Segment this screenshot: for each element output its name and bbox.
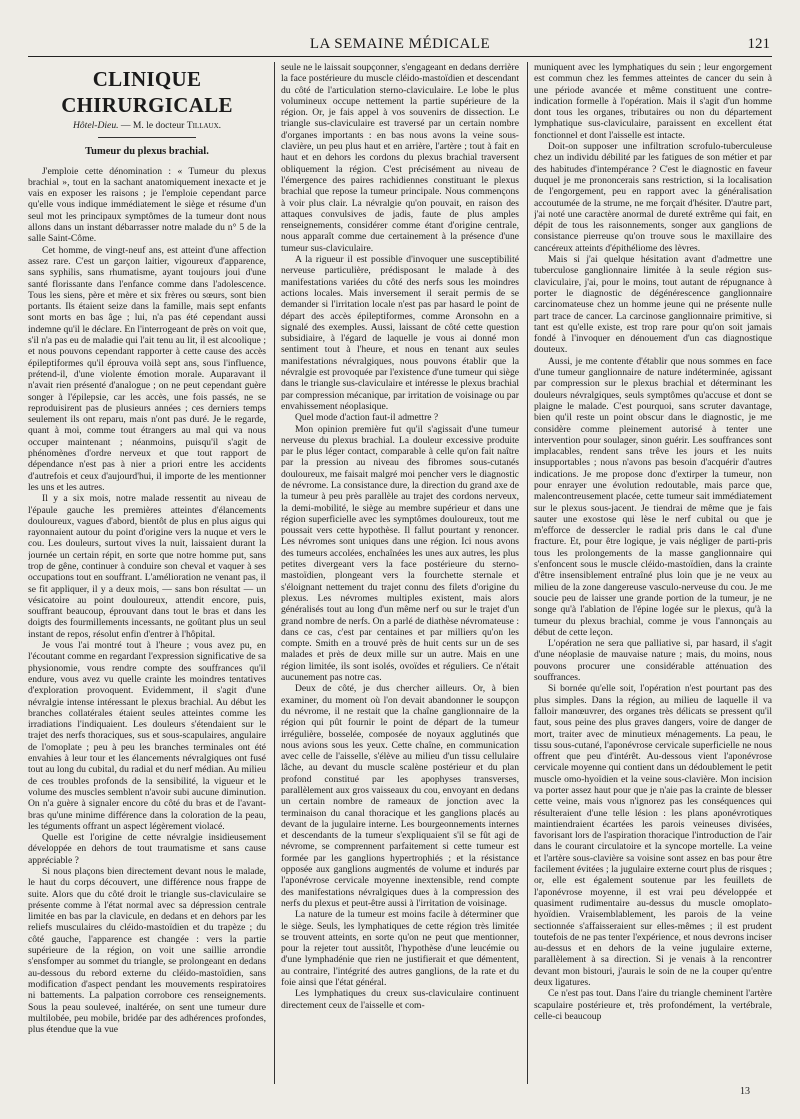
paragraph: Quelle est l'origine de cette névralgie insidieusement développée en dehors de tout traumatisme et sans cause appréciable ? xyxy=(28,832,266,866)
paragraph: A la rigueur il est possible d'invoquer une susceptibilité nerveuse particulière, prédisposant le malade à des manifestations variées du côté des nerfs sous les moindres actions locales. Mais inversement il serait permis de se demander si l'irritation locale n'est pas par hasard le point de départ des accès épileptiformes, comme Aronsohn en a signalé des exemples. Aussi, laissant de côté cette question subsidiaire, à l'égard de laquelle je vous ai donné mon sentiment tout à l'heure, et nous en tenant aux seules manifestations névralgiques, nous pouvons établir que la névralgie est provoquée par l'existence d'une tumeur qui siège dans le triangle sus-claviculaire et intéresse le plexus brachial par compression mécanique, par irritation de voisinage ou par envahissement néoplasique. xyxy=(281,254,519,412)
paragraph: Il y a six mois, notre malade ressentit au niveau de l'épaule gauche les premières atteintes d'élancements douloureux, vagues d'abord, bientôt de plus en plus aigus qui rayonnaient autour du point d'origine vers la nuque et vers le cou. Les douleurs, surtout vives la nuit, laissaient durant la journée un certain répit, en sorte que notre homme put, sans trop de gêne, continuer à conduire son cheval et vaquer à ses occupations tout en souffrant. L'amélioration ne venant pas, il se fit appliquer, il y a deux mois, — sans bon résultat — un vésicatoire au point douloureux, attendit encore, puis, souffrant beaucoup, éprouvant dans tout le bras et dans les doigts des fourmillements incessants, ne goûtant plus un seul instant de repos, résolut enfin d'entrer à l'hôpital. xyxy=(28,493,266,640)
paragraph: La nature de la tumeur est moins facile à déterminer que le siège. Seuls, les lymphatiques de cette région très limitée se trouvent atteints, en sorte qu'on ne peut que mentionner, pour la rejeter tout aussitôt, l'hypothèse d'une leucémie ou d'une lymphadénie que rien ne justifierait et que démentent, au contraire, l'intégrité des autres ganglions, de la rate et du foie ainsi que l'état général. xyxy=(281,909,519,989)
paragraph: Cet homme, de vingt-neuf ans, est atteint d'une affection assez rare. C'est un garçon laitier, vigoureux d'apparence, sans syphilis, sans rhumatisme, ayant toujours joui d'une santé florissante dans l'enfance comme dans l'adolescence. Tous les siens, père et mère et six frères ou sœurs, sont bien portants. Ils étaient seize dans la famille, mais sept enfants sont morts en bas âge ; lui, n'a pas été cependant aussi indemne qu'il le déclare. En l'interrogeant de près on voit que, s'il n'a pas eu de maladie qui l'ait tenu au lit, il est alcoolique ; et nous pouvons cependant rapporter à cette cause des accès épileptiformes qu'il éprouva voilà sept ans, sous l'influence, prétend-il, d'une violente émotion morale. Auparavant il n'avait rien présenté d'analogue ; on ne peut cependant guère songer à l'épilepsie, car les accès, une fois passés, ne se reproduisirent pas de plusieurs années ; ces derniers temps seulement ils ont reparu, mais n'ont pas duré. Je le regarde, quant à moi, comme tout étrangers au mal qui va nous occuper maintenant ; néanmoins, puisqu'il s'agit de phénomènes d'ordre nerveux et que tout rapport de dépendance n'est pas à nier a priori entre les accidents d'autrefois et ceux d'aujourd'hui, il importe de les mentionner les uns et les autres. xyxy=(28,244,266,493)
article-columns xyxy=(28,62,772,1084)
paragraph: seule ne le laissait soupçonner, s'engageant en dedans derrière la face postérieure du muscle cléido-mastoïdien et descendant du côté de l'articulation sterno-claviculaire. Le lobe le plus volumineux occupe nettement la partie supérieure de la région. Or, je fais appel à vos souvenirs de dissection. Le triangle sus-claviculaire est traversé par un certain nombre d'organes importants : en bas nous avons la veine sous-clavière, un peu plus haut et en arrière, l'artère ; tout à fait en haut et en dehors les cordons du plexus brachial traversent obliquement la région. C'est précisément au niveau de l'émergence des paires rachidiennes constituant le plexus brachial que repose la tumeur principale. Nous commençons à voir plus clair. La névralgie qu'on pouvait, en raison des attaques convulsives de jadis, faute de plus amples renseignements, considérer comme étant d'origine centrale, nous apparaît comme due certainement à la présence d'une tumeur sus-claviculaire. xyxy=(281,62,519,254)
section-title: CLINIQUE CHIRURGICALE xyxy=(61,67,233,117)
column-3 xyxy=(534,62,772,1084)
paragraph: Aussi, je me contente d'établir que nous sommes en face d'une tumeur ganglionnaire de nature indéterminée, agissant par compression sur le plexus brachial et déterminant les douleurs névralgiques, seuls symptômes qu'accuse et dont se plaigne le malade. C'est pourquoi, sans scruter davantage, bien qu'il reste un point obscur dans le diagnostic, je me considère comme pleinement autorisé à tenter une intervention pour soulager, sinon guérir. Les souffrances sont implacables, rendent sans trêve les jours et les nuits insupportables ; nous n'avons pas besoin d'acquérir d'autres indications. Je me propose donc d'extirper la tumeur, non pour enrayer une évolution redoutable, mais parce que, malencontreusement placée, cette tumeur sait immédiatement sur le plexus sous-jacent. Je tiendrai de même que je fais sauter une exostose qui lèse le nerf cubital ou que je m'efforce de dessercler le radial pris dans le cal d'une fracture. Et, pour être logique, je vais négliger de parti-pris tous les prolongements de la masse ganglionnaire qui s'enfoncent sous le muscle cléido-mastoïdien, dans la crainte d'être insensiblement entraîné plus loin que je ne veux au milieu de la zone dangereuse vasculo-nerveuse du cou. Je me soucie peu de laisser une grande portion de la tumeur, je ne songe qu'à l'ablation de l'épine logée sur le plexus, qu'à la tumeur du plexus brachial, comme je vous l'annonçais au début de cette leçon. xyxy=(534,355,772,638)
column-divider xyxy=(527,62,528,1084)
paragraph: Ce n'est pas tout. Dans l'aire du triangle cheminent l'artère scapulaire postérieure et, très profondément, la vertébrale, celle-ci beaucoup xyxy=(534,988,772,1022)
paragraph: J'emploie cette dénomination : « Tumeur du plexus brachial », tout en la sachant anatomiquement inexacte et je vais en exposer les raisons ; je l'emploie cependant parce qu'elle vous indique immédiatement le siège et résume d'un seul mot les principaux symptômes de la tumeur dont nous allons dans un instant débarrasser notre malade du n° 5 de la salle Saint-Côme. xyxy=(28,165,266,245)
byline xyxy=(28,120,266,131)
paragraph: Quel mode d'action faut-il admettre ? xyxy=(295,412,439,424)
title-rule xyxy=(98,137,196,138)
paragraph: muniquent avec les lymphatiques du sein ; leur engorgement est commun chez les femmes atteintes de cancer du sein à une période avancée et même constituent une contre-indication formelle à l'opération. Mais il s'agit d'un homme dont tous les organes, tributaires ou non du département lymphatique sus-claviculaire, paraissent en excellent état fonctionnel et dont l'aisselle est intacte. xyxy=(534,62,772,141)
column-divider xyxy=(274,62,275,1084)
column-1 xyxy=(28,62,266,1084)
sheet-number: 13 xyxy=(740,1086,750,1097)
byline-doctor: Tillaux. xyxy=(186,120,222,131)
article-subtitle: Tumeur du plexus brachial. xyxy=(85,146,209,158)
column-2 xyxy=(281,62,519,1084)
paragraph: Deux de côté, je dus chercher ailleurs. Or, à bien examiner, du moment où l'on devait abandonner le soupçon du névrome, il ne restait que la chaîne ganglionnaire de la région qui pût fournir le point de départ de la tumeur irrégulière, bosselée, composée de noyaux agglutinés que nous avions sous les yeux. Cette chaîne, en communication avec celle de l'aisselle, s'élève au milieu d'un tissu cellulaire lâche, au devant du muscle scalène postérieur et du plan profond constitué par les apophyses transverses, parallèlement aux gros vaisseaux du cou, envoyant en dedans un certain nombre de rameaux de jonction avec la terminaison du canal thoracique et les ganglions placés au devant de la jugulaire interne. Les bourgeonnements internes et descendants de la tumeur s'expliquaient s'il se fût agi de névrome, se comprennent parfaitement si cette tumeur est formée par les ganglions hypertrophiés ; et la résistance opposée aux ganglions augmentés de volume et indurés par l'aponévrose cervicale moyenne inextensible, rend compte des manifestations névralgiques dues à la compression des nerfs du plexus et peut-être aussi à l'irritation de voisinage. xyxy=(281,683,519,909)
paragraph: Doit-on supposer une infiltration scrofulo-tuberculeuse chez un individu débilité par les fatigues de son métier et par des habitudes d'intempérance ? C'est le diagnostic en faveur duquel je me prononcerais sans restriction, si la localisation de l'engorgement, peu en rapport avec la généralisation accoutumée de la strume, ne me forçait d'hésiter. D'autre part, j'ai noté une caractère anormal de dureté extrême qui fait, en dépit de tous les raisonnements, songer aux ganglions de consistance pierreuse qu'on trouve sous le maxillaire des cancéreux atteints d'épithéliome des lèvres. xyxy=(534,141,772,254)
page-number: 121 xyxy=(747,36,770,52)
journal-title: LA SEMAINE MÉDICALE xyxy=(309,36,491,52)
paragraph: Si nous plaçons bien directement devant nous le malade, le haut du corps découvert, une différence nous frappe de suite. Alors que du côté droit le triangle sus-claviculaire se présente comme à l'état normal avec sa dépression centrale limitée en bas par la clavicule, en dedans et en dehors par les reliefs musculaires du cléido-mastoïdien et du trapèze ; du côté gauche, l'apparence est changée : vers la partie supérieure de la région, on voit une saillie arrondie s'ensfomper au sommet du triangle, se prolongeant en dedans au-dessous du rebord externe du cléido-mastoïdien, sans modification d'aspect pendant les mouvements respiratoires ni battements. La palpation corrobore ces renseignements. Sous la peau souleveé, inaltérée, on sent une tumeur dure multilobée, peu mobile, bridée par des adhérences profondes, plus étendue que la vue xyxy=(28,866,266,1036)
running-header xyxy=(28,30,772,57)
paragraph: Les lymphatiques du creux sus-claviculaire continuent directement ceux de l'aisselle et com- xyxy=(281,988,519,1011)
paragraph: Mais si j'ai quelque hésitation avant d'admettre une tuberculose ganglionnaire limitée à la seule région sus-claviculaire, j'ai, pour le moins, tout autant de répugnance à porter le diagnostic de dégénérescence ganglionnaire carcinomateuse chez un homme jeune qui ne présente nulle part trace de cancer. La carcinose ganglionnaire primitive, si tant est qu'elle existe, est trop rare pour qu'on soit jamais fondé à l'invoquer en dénouement d'un cas diagnostique douteux. xyxy=(534,254,772,356)
paragraph: Je vous l'ai montré tout à l'heure ; vous avez pu, en l'écoutant comme en regardant l'expression significative de sa physionomie, vous rendre compte des souffrances qu'il endure, vous avez vu quelle crainte les moindres tentatives d'exploration provoquent. Evidemment, il s'agit d'une névralgie intense intéressant le plexus brachial. Au début les branches collatérales étaient seules atteintes comme les irradiations l'indiquaient. Les douleurs s'étendaient sur le trajet des nerfs thoraciques, sus et sous-scapulaires, angulaire de l'omoplate ; peu à peu les branches terminales ont été envahies à leur tour et les élancements névralgiques ont fusé tout au long du cubital, du radial et du nerf médian. Au milieu de ces troubles profonds de la sensibilité, la vigueur et le volume des muscles semblent n'avoir subi aucune diminution. On n'a guère à signaler encore du côté du bras et de l'avant-bras qu'une minime différence dans la coloration de la peau, les téguments offrant un aspect légèrement violacé. xyxy=(28,640,266,832)
paragraph: L'opération ne sera que palliative si, par hasard, il s'agit d'une néoplasie de mauvaise nature ; mais, du moins, nous pouvons procurer une considérable atténuation des souffrances. xyxy=(534,638,772,684)
byline-dash: — M. le docteur xyxy=(118,120,187,131)
paragraph: Si bornée qu'elle soit, l'opération n'est pourtant pas des plus simples. Dans la région, au milieu de laquelle il va falloir manœuvrer, des organes très délicats se pressent qu'il faut, sous peine des plus graves dangers, voire de danger de mort, traiter avec de minutieux ménagements. La peau, le tissu sous-cutané, l'aponévrose cervicale superficielle ne nous offrent que peu d'intérêt. Au-dessous vient l'aponévrose cervicale moyenne qui contient dans un dédoublement le petit muscle omo-hyoïdien et la veine sous-clavière. Mon incision va porter assez haut pour que je n'aie pas la crainte de blesser cette veine, mais vous n'ignorez pas les conséquences qui résulteraient d'une telle lésion : les plans aponévrotiques maintiendraient écartées les parois veineuses divisées, favorisant lors de l'aspiration thoracique l'introduction de l'air dans le courant circulatoire et la syncope mortelle. La veine et l'artère sous-clavière sa voisine sont assez en bas pour être facilement évitées ; la jugulaire externe court plus de risques ; or, elle est également soutenue par les feuillets de l'aponévrose moyenne, il est vrai peu développée et quasiment rudimentaire au-dessus du muscle omoplato-hyoïdien. Vraisemblablement, les parois de la veine sectionnée s'affaisseraient sur elles-mêmes ; il est prudent toutefois de ne pas tenter l'expérience, et nous devrons inciser au-dessus et en dehors de la veine jugulaire externe, parallèlement à sa direction. Si je venais à la rencontrer devant mon bistouri, j'aurais le soin de ne la couper qu'entre deux ligatures. xyxy=(534,683,772,989)
paragraph: Mon opinion première fut qu'il s'agissait d'une tumeur nerveuse du plexus brachial. La douleur excessive produite par le plus léger contact, comparable à celle qu'on fait naître par la pression au niveau des fibromes sous-cutanés douloureux, me faisait malgré moi pencher vers le diagnostic de névrome. La consistance dure, la direction du grand axe de la tumeur à peu près parallèle au trajet des cordons nerveux, la demi-mobilité, le siège au membre supérieur et dans une région superficielle avec les symptômes douloureux, tout me poussait vers cette hypothèse. Il fallut pourtant y renoncer. Les névromes sont uniques dans une région. Ici nous avons des tumeurs accolées, enchaînées les unes aux autres, les plus petites divergeant vers la face postérieure du sterno-mastoïdien, plongeant vers la fourchette sternale et s'éloignant nettement du trajet connu des filets d'origine du plexus. Les névromes multiples existent, mais alors généralisés tout au long d'un même nerf ou sur le trajet d'un grand nombre de nerfs. On a parlé de diathèse névromateuse : dans ce cas, c'est par centaines et par milliers qu'on les compte. Smith en a trouvé près de huit cents sur un de ses malades et près de deux mille sur un autre. Mais en une région limitée, ils sont isolés, ovoïdes et réguliers. Ce n'était aucunement pas notre cas. xyxy=(281,423,519,684)
byline-place: Hôtel-Dieu. xyxy=(72,120,119,131)
